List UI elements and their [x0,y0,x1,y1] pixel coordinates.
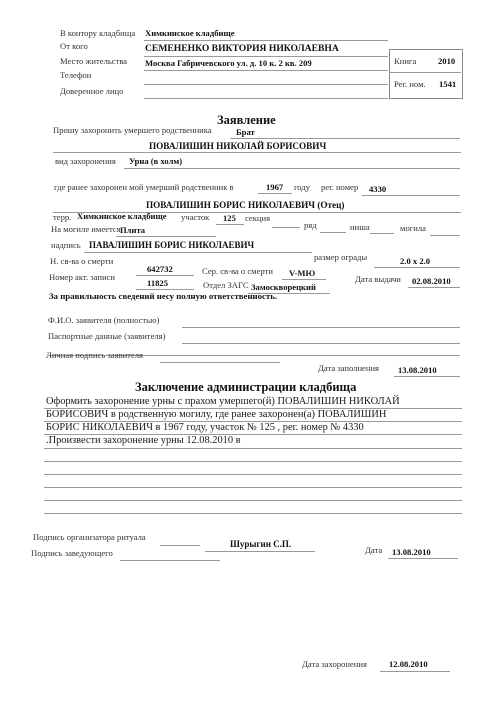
fence-label: размер ограды [314,252,368,262]
conclusion-rule-8 [44,500,462,501]
plot-value: 125 [223,213,236,223]
fill-date-underline [394,376,460,377]
burial-type-label: вид захоронения [55,156,116,166]
footer-date-value: 13.08.2010 [392,547,431,557]
passport-label: Паспортные данные (заявителя) [48,331,166,341]
registry-box-divider [389,72,461,73]
fill-date-value: 13.08.2010 [398,365,437,375]
book-label: Книга [394,56,417,66]
section-underline [272,227,300,228]
issue-date-label: Дата выдачи [355,274,401,284]
responsibility-note: За правильность сведений несу полную ответственность. [49,291,278,301]
application-title: Заявление [217,113,276,127]
office-label: В контору кладбища [60,28,136,38]
reg-number-label: рег. номер [321,182,359,192]
death-cert-value: 642732 [147,264,173,274]
relation-value: Брат [236,127,255,137]
row-label: ряд [304,220,317,230]
proxy-underline [144,98,388,99]
burial-date-underline [380,671,450,672]
relation-underline [230,138,460,139]
organizer-name-underline [205,551,315,552]
record-underline [136,289,194,290]
footer-date-label: Дата [365,545,383,555]
organizer-value: Шурыгин С.П. [230,539,292,549]
book-value: 2010 [438,56,456,66]
conclusion-line-1: Оформить захоронение урны с прахом умершего(й) ПОВАЛИШИН НИКОЛАЙ [46,396,400,407]
monument-underline [116,236,216,237]
from-value: СЕМЕНЕНКО ВИКТОРИЯ НИКОЛАЕВНА [145,43,339,54]
conclusion-line-3: БОРИС НИКОЛАЕВИЧ в 1967 году, участок № 125 , рег. номер № 4330 [46,422,364,433]
conclusion-rule-1 [44,408,462,409]
plot-label: участок [181,212,210,222]
cert-series-value: V-МЮ [289,268,316,278]
record-value: 11825 [147,278,169,288]
section-label: секция [245,213,271,223]
grave-label: могила [400,223,426,233]
from-label: От кого [60,41,88,51]
burial-type-value: Урна (в холм) [129,156,183,166]
cert-series-underline [282,279,326,280]
passport-underline [182,343,460,344]
phone-label: Телефон [60,70,92,80]
deceased-name: ПОВАЛИШИН НИКОЛАЙ БОРИСОВИЧ [149,141,327,151]
issue-date-underline [408,287,460,288]
conclusion-rule-3 [44,434,462,435]
fence-underline [374,267,460,268]
terr-value: Химкинское кладбище [77,211,167,221]
prev-year-underline [258,193,292,194]
monument-value: Плита [120,225,146,235]
prev-name: ПОВАЛИШИН БОРИС НИКОЛАЕВИЧ (Отец) [146,200,345,210]
applicant-name-label: Ф.И.О. заявителя (полностью) [48,315,160,325]
death-cert-underline [136,275,194,276]
office-underline [144,40,388,41]
inscription-label: надпись [51,240,81,250]
address-label: Место жительства [60,56,128,66]
organizer-sign-underline [160,545,200,546]
burial-type-underline [124,168,460,169]
fill-date-label: Дата заполнения [318,363,380,373]
prev-burial-label: где ранее захоронен мой умерший родственник в [54,182,234,192]
conclusion-title: Заключение администрации кладбища [135,380,357,394]
regnum-label: Рег. ном. [394,79,426,89]
conclusion-rule-6 [44,474,462,475]
fence-value: 2.0 х 2.0 [400,256,431,266]
office-value: Химкинское кладбище [145,28,235,38]
conclusion-rule-5 [44,461,462,462]
burial-date-value: 12.08.2010 [389,659,428,669]
zags-value: Замоскворецкий [251,282,316,292]
footer-date-underline [388,558,458,559]
signature-underline [160,362,280,363]
reg-number-underline [362,195,460,196]
manager-label: Подпись заведующего [31,548,113,558]
zags-label: Отдел ЗАГС [203,280,249,290]
organizer-label: Подпись организатора ритуала [33,532,146,542]
conclusion-rule-9 [44,513,462,514]
signature-label: Личная подпись заявителя [46,350,143,360]
monument-label: На могиле имеется [51,224,121,234]
manager-underline [120,560,220,561]
burial-date-label: Дата захоронения [302,659,367,669]
regnum-value: 1541 [439,79,457,89]
row-underline [320,232,346,233]
address-value: Москва Габричевского ул. д. 10 к. 2 кв. 209 [145,58,312,68]
conclusion-line-2: БОРИСОВИЧ в родственную могилу, где ранее захоронен(а) ПОВАЛИШИН [46,409,387,420]
deceased-underline [53,152,461,153]
conclusion-rule-2 [44,421,462,422]
inscription-underline [84,252,312,253]
reg-number-value: 4330 [369,184,387,194]
from-underline [144,56,388,57]
applicant-name-underline [182,327,460,328]
record-label: Номер акт. записи [49,272,116,282]
conclusion-rule-7 [44,487,462,488]
proxy-label: Доверенное лицо [60,86,124,96]
cert-series-label: Сер. св-ва о смерти [202,266,273,276]
prev-year: 1967 [266,182,284,192]
request-label: Прошу захоронить умершего родственника [53,125,212,135]
phone-underline [144,84,388,85]
death-cert-label: Н. св-ва о смерти [50,256,114,266]
address-underline [144,70,388,71]
inscription-value: ПАВАЛИШИН БОРИС НИКОЛАЕВИЧ [89,240,255,250]
conclusion-rule-4 [44,448,462,449]
terr-label: терр. [53,212,72,222]
plot-underline [216,224,244,225]
niche-label: ниша [350,222,370,232]
conclusion-line-4: .Произвести захоронение урны 12.08.2010 в [46,435,241,446]
year-label: году [294,182,311,192]
grave-underline [430,235,460,236]
niche-underline [370,233,394,234]
issue-date-value: 02.08.2010 [412,276,451,286]
